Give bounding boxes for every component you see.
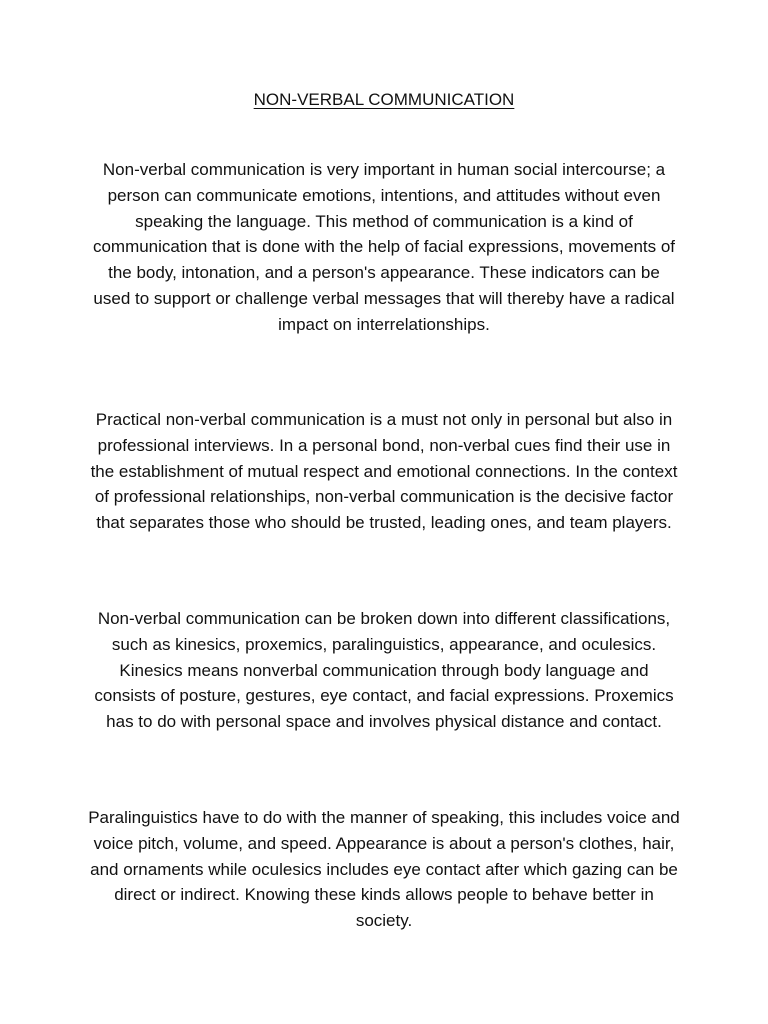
document-title: NON-VERBAL COMMUNICATION (253, 90, 515, 109)
paragraph-intro: Non-verbal communication is very important in human social intercourse; a person can communicate emotions, intentions, and attitudes without even speaking the language. This method of communication is a kind of communication that is done with the help of facial expressions, movements of the body, intonation, and a person's appearance. These indicators can be used to support or challenge verbal messages that will thereby have a radical impact on interrelationships. (92, 160, 676, 334)
paragraph-importance: Practical non-verbal communication is a must not only in personal but also in professional interviews. In a personal bond, non-verbal cues find their use in the establishment of mutual respect and emotional connections. In the context of professional relationships, non-verbal communication is the decisive factor that separates those who should be trusted, leading ones, and team players. (90, 410, 678, 533)
paragraph-classifications: Non-verbal communication can be broken down into different classifications, such as kinesics, proxemics, paralinguistics, appearance, and oculesics. Kinesics means nonverbal communication through body language and consists of posture, gestures, eye contact, and facial expressions. Proxemics has to do with personal space and involves physical distance and contact. (94, 609, 674, 732)
paragraph-paralinguistics: Paralinguistics have to do with the manner of speaking, this includes voice and voice pitch, volume, and speed. Appearance is about a person's clothes, hair, and ornaments while oculesics includes eye contact after which gazing can be direct or indirect. Knowing these kinds allows people to behave better in society. (88, 808, 680, 931)
